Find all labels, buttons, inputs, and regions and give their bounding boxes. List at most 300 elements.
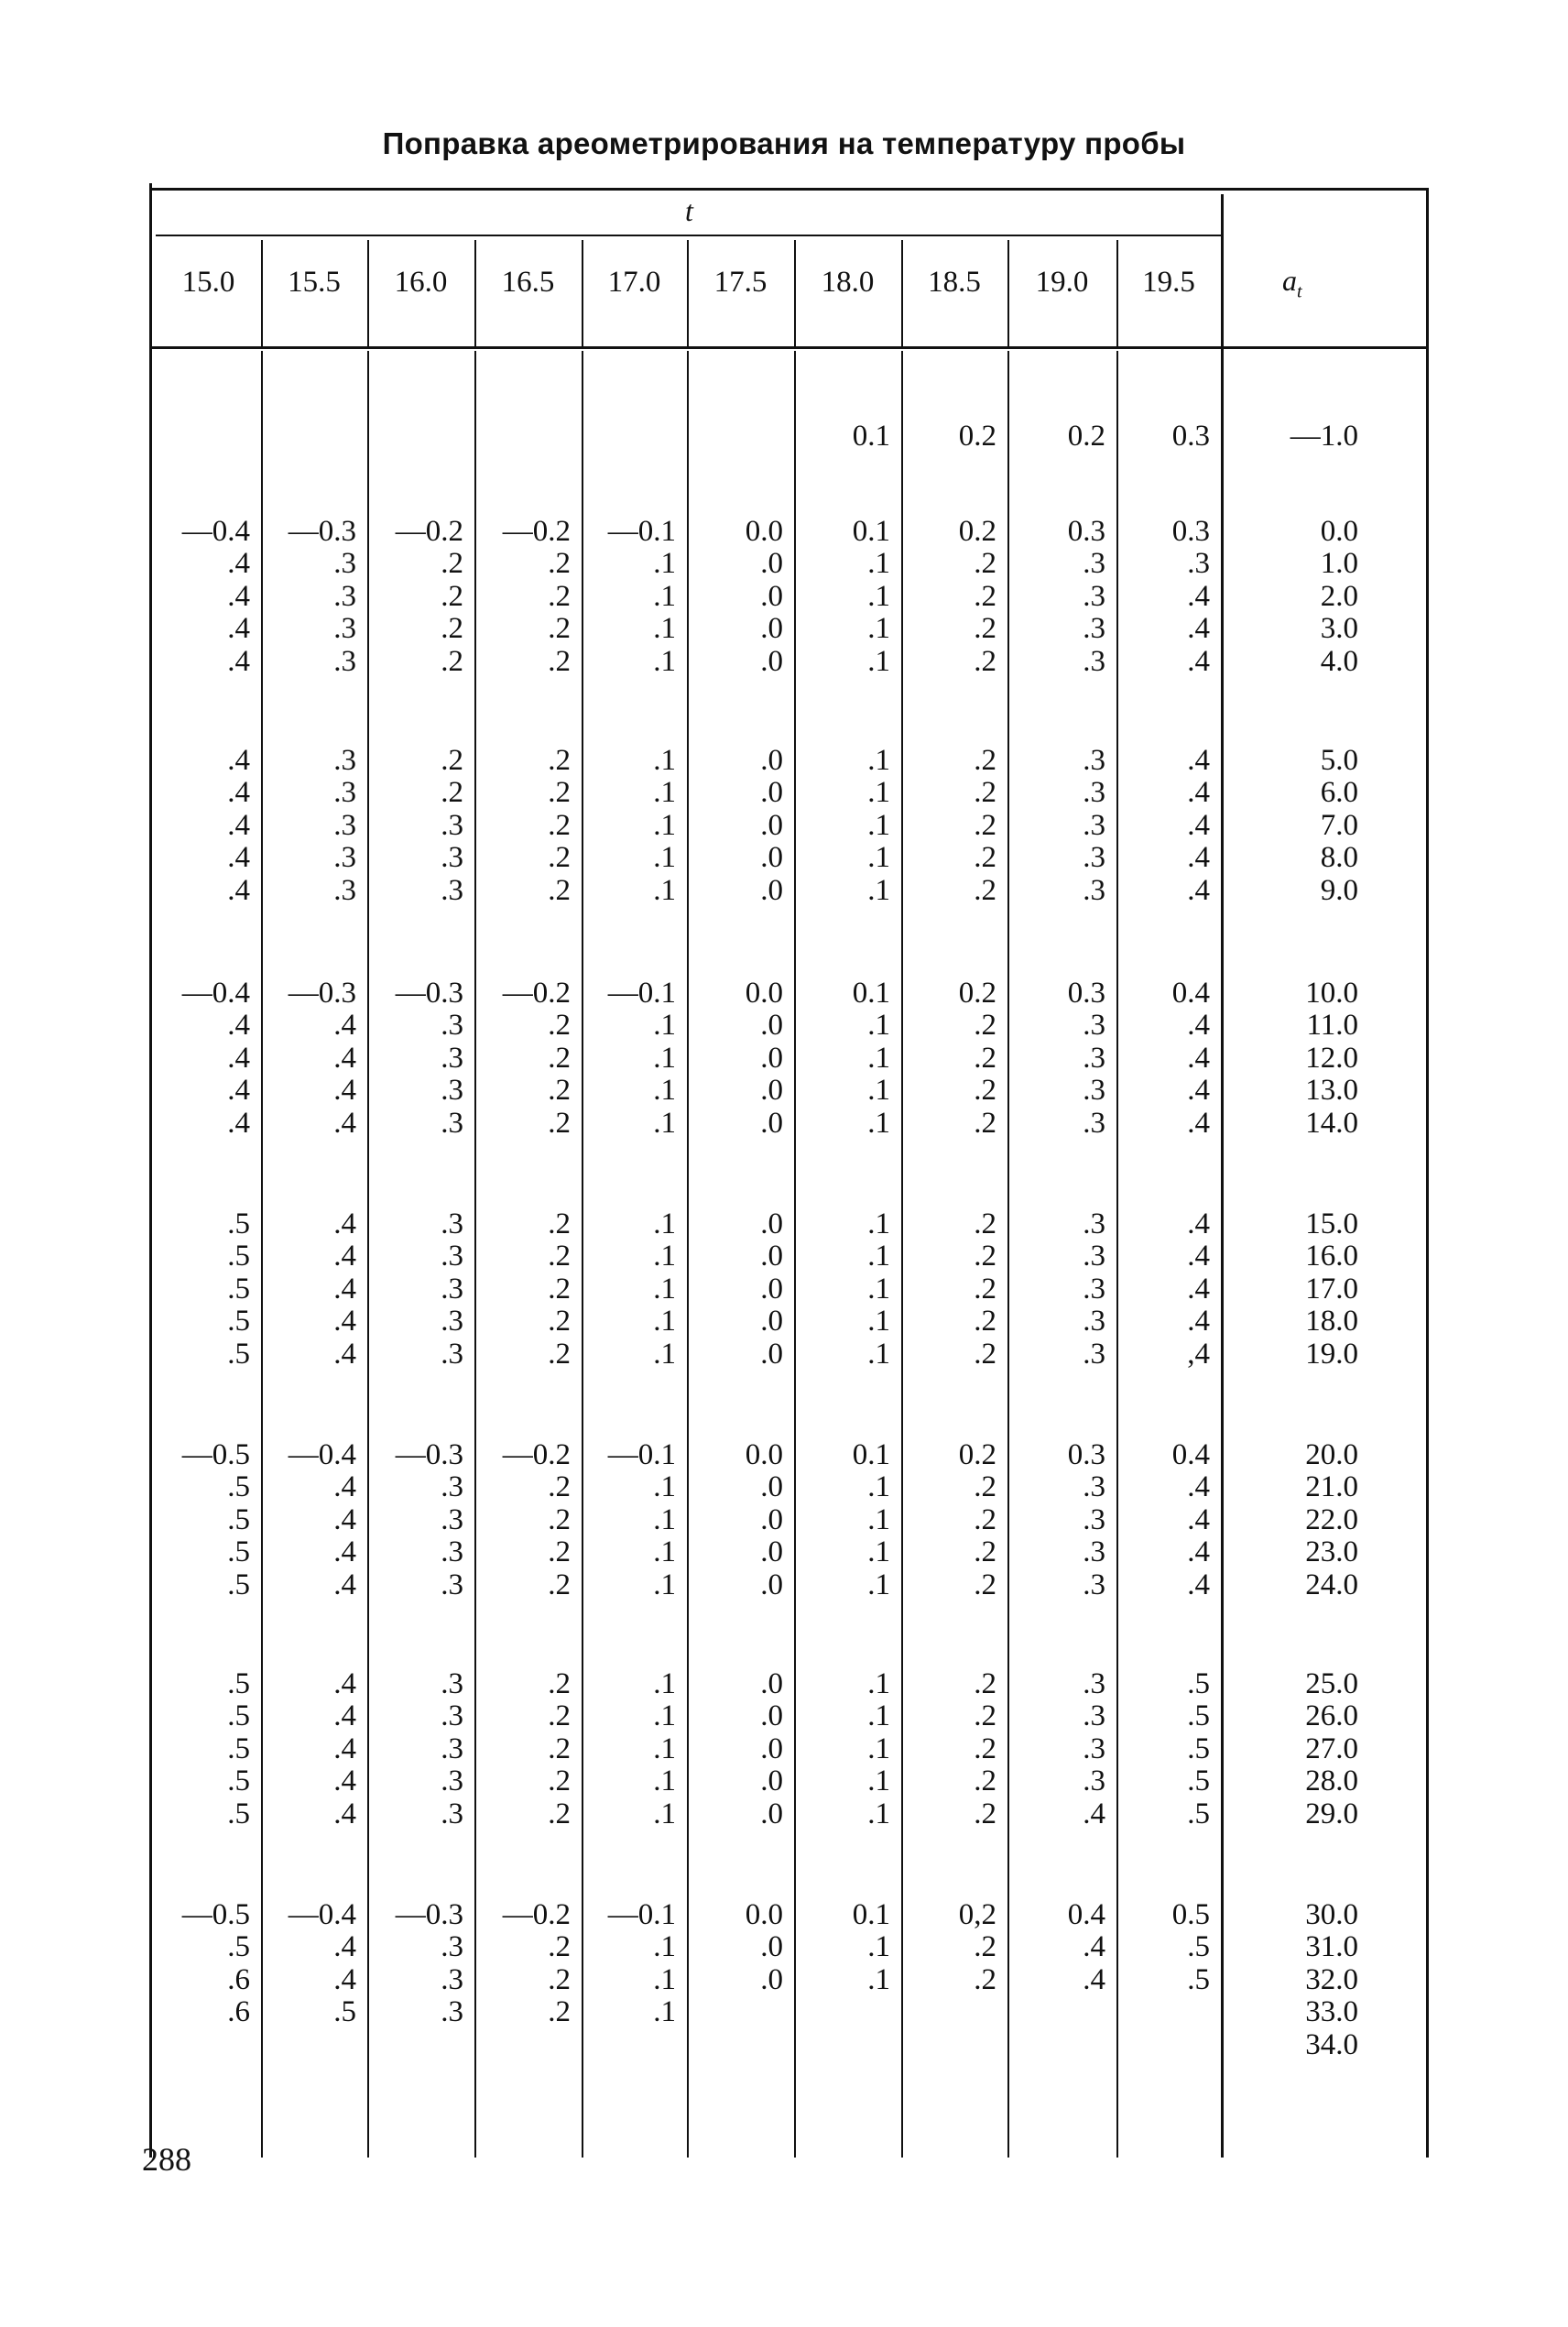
table-cell: .2 — [548, 1240, 571, 1273]
table-cell: .4 — [333, 1207, 356, 1240]
table-cell: 0.0 — [745, 515, 783, 548]
table-cell: .4 — [1187, 841, 1210, 875]
table-cell: .5 — [227, 1240, 250, 1273]
table-cell: .2 — [974, 1699, 996, 1733]
table-cell: .1 — [867, 1930, 890, 1964]
table-cell: 0.2 — [958, 515, 996, 548]
table-cell: .4 — [333, 1930, 356, 1964]
table-cell: .5 — [1187, 1732, 1210, 1765]
table-cell: .4 — [1083, 1962, 1105, 1996]
table-cell: 0.3 — [1171, 420, 1210, 453]
at-value: 12.0 — [1305, 1041, 1358, 1075]
table-cell: .4 — [333, 1470, 356, 1504]
table-cell: .3 — [1083, 1667, 1105, 1700]
table-cell: —0.2 — [395, 515, 463, 548]
table-cell: —0.5 — [181, 1898, 250, 1931]
table-cell: .2 — [548, 1930, 571, 1964]
table-cell: .0 — [760, 1337, 783, 1371]
table-cell: .3 — [333, 547, 356, 581]
table-cell: .3 — [441, 1568, 463, 1601]
table-cell: .3 — [441, 808, 463, 842]
table-cell: .1 — [867, 1337, 890, 1371]
table-cell: .1 — [653, 579, 676, 613]
table-cell: .4 — [333, 1337, 356, 1371]
table-cell: .1 — [867, 1272, 890, 1306]
at-value: 23.0 — [1305, 1535, 1358, 1569]
table-cell: .3 — [441, 1797, 463, 1830]
table-cell: .5 — [227, 1732, 250, 1765]
table-cell: .2 — [974, 873, 996, 907]
table-cell: .1 — [653, 644, 676, 678]
table-cell: .1 — [867, 1305, 890, 1338]
table-cell: .2 — [548, 1272, 571, 1306]
table-cell: .3 — [1083, 1041, 1105, 1075]
table-cell: 0.2 — [958, 420, 996, 453]
table-cell: .4 — [333, 1074, 356, 1108]
table-cell: 0.0 — [745, 1438, 783, 1471]
table-cell: .3 — [333, 612, 356, 646]
table-cell: .3 — [441, 1074, 463, 1108]
table-cell: .3 — [1083, 1732, 1105, 1765]
table-cell: .3 — [441, 1272, 463, 1306]
table-cell: .3 — [333, 808, 356, 842]
at-value: 14.0 — [1305, 1106, 1358, 1140]
table-cell: .2 — [548, 776, 571, 810]
table-cell: 0.2 — [1067, 420, 1105, 453]
table-cell: —0.1 — [607, 515, 676, 548]
table-cell: .4 — [333, 1962, 356, 1996]
table-cell: .1 — [653, 1207, 676, 1240]
table-cell: .0 — [760, 1106, 783, 1140]
table-cell: .1 — [653, 612, 676, 646]
table-cell: .0 — [760, 1074, 783, 1108]
table-cell: .2 — [974, 1930, 996, 1964]
table-cell: .3 — [441, 1106, 463, 1140]
table-cell: .3 — [441, 1240, 463, 1273]
table-cell: .2 — [974, 1009, 996, 1043]
at-value: 19.0 — [1305, 1337, 1358, 1371]
table-cell: 0.3 — [1067, 977, 1105, 1010]
table-cell: .3 — [1083, 808, 1105, 842]
table-cell: .2 — [548, 1732, 571, 1765]
table-cell: —0.1 — [607, 1438, 676, 1471]
column-header: 18.5 — [928, 266, 981, 299]
table-cell: .3 — [1083, 579, 1105, 613]
table-cell: .2 — [548, 1667, 571, 1700]
table-cell: .3 — [441, 1009, 463, 1043]
table-cell: .4 — [227, 776, 250, 810]
table-cell: .1 — [653, 1732, 676, 1765]
at-header-symbol: a — [1282, 264, 1297, 297]
t-header: t — [685, 194, 693, 227]
table-cell: .2 — [441, 579, 463, 613]
table-cell: .2 — [974, 776, 996, 810]
table-cell: .1 — [653, 1930, 676, 1964]
table-cell: .1 — [867, 579, 890, 613]
table-cell: .2 — [548, 579, 571, 613]
table-cell: .3 — [333, 873, 356, 907]
column-header: 19.5 — [1142, 266, 1195, 299]
table-cell: .4 — [333, 1106, 356, 1140]
table-cell: .1 — [653, 873, 676, 907]
table-cell: .2 — [974, 1764, 996, 1798]
table-cell: .3 — [1083, 1305, 1105, 1338]
table-cell: .2 — [548, 808, 571, 842]
table-cell: .6 — [227, 1962, 250, 1996]
table-cell: .0 — [760, 1930, 783, 1964]
table-cell: .0 — [760, 1502, 783, 1536]
table-cell: .1 — [867, 612, 890, 646]
at-separator — [1221, 194, 1224, 2158]
table-cell: .2 — [974, 644, 996, 678]
table-cell: .2 — [974, 1207, 996, 1240]
table-cell: .1 — [867, 744, 890, 777]
table-cell: .3 — [1083, 1240, 1105, 1273]
at-value: 22.0 — [1305, 1502, 1358, 1536]
table-cell: .0 — [760, 1207, 783, 1240]
table-cell: .2 — [974, 1962, 996, 1996]
table-cell: .3 — [441, 1535, 463, 1569]
at-value: 34.0 — [1305, 2027, 1358, 2061]
table-cell: .2 — [974, 808, 996, 842]
table-cell: .4 — [1187, 644, 1210, 678]
at-value: —1.0 — [1290, 420, 1358, 453]
table-cell: .3 — [1083, 1272, 1105, 1306]
table-cell: .4 — [333, 1240, 356, 1273]
top-rule — [151, 188, 1429, 191]
table-cell: .2 — [974, 1797, 996, 1830]
table-cell: .4 — [1187, 1470, 1210, 1504]
table-cell: .2 — [548, 1009, 571, 1043]
table-cell: .2 — [974, 547, 996, 581]
at-value: 21.0 — [1305, 1470, 1358, 1504]
at-value: 11.0 — [1306, 1009, 1358, 1043]
table-cell: .3 — [1083, 1535, 1105, 1569]
table-cell: .2 — [974, 1535, 996, 1569]
table-cell: .2 — [974, 1667, 996, 1700]
table-cell: .0 — [760, 776, 783, 810]
table-cell: .2 — [548, 744, 571, 777]
table-cell: .1 — [867, 644, 890, 678]
table-cell: .1 — [653, 744, 676, 777]
table-cell: .3 — [441, 1207, 463, 1240]
table-cell: .4 — [1187, 1106, 1210, 1140]
table-cell: .2 — [974, 1337, 996, 1371]
table-cell: .1 — [653, 1272, 676, 1306]
table-cell: .0 — [760, 841, 783, 875]
left-border — [149, 183, 152, 2158]
table-cell: .1 — [653, 1502, 676, 1536]
table-cell: —0.3 — [288, 515, 356, 548]
table-cell: .4 — [1187, 1207, 1210, 1240]
table-cell: .0 — [760, 1041, 783, 1075]
at-value: 18.0 — [1305, 1305, 1358, 1338]
table-cell: .1 — [867, 1009, 890, 1043]
table-cell: .4 — [1187, 1305, 1210, 1338]
table-cell: 0.5 — [1171, 1898, 1210, 1931]
table-cell: .5 — [227, 1930, 250, 1964]
column-header: 19.0 — [1035, 266, 1089, 299]
table-cell: .1 — [653, 1041, 676, 1075]
column-header: 15.0 — [181, 266, 235, 299]
table-cell: —0.2 — [502, 1898, 571, 1931]
table-cell: .3 — [441, 1732, 463, 1765]
table-cell: .1 — [867, 1568, 890, 1601]
at-value: 16.0 — [1305, 1240, 1358, 1273]
table-cell: .2 — [974, 1502, 996, 1536]
at-value: 25.0 — [1305, 1667, 1358, 1700]
table-cell: .2 — [548, 1106, 571, 1140]
table-cell: .2 — [974, 1568, 996, 1601]
table-cell: .1 — [867, 1732, 890, 1765]
table-cell: .3 — [441, 1962, 463, 1996]
table-cell: .2 — [441, 547, 463, 581]
table-cell: .3 — [1083, 1764, 1105, 1798]
table-cell: .2 — [548, 1764, 571, 1798]
table-cell: .2 — [548, 841, 571, 875]
table-cell: .1 — [653, 1106, 676, 1140]
at-value: 24.0 — [1305, 1568, 1358, 1601]
table-cell: .5 — [227, 1667, 250, 1700]
at-value: 4.0 — [1320, 644, 1358, 678]
table-cell: 0.1 — [852, 515, 890, 548]
table-cell: .1 — [653, 1470, 676, 1504]
table-cell: —0.2 — [502, 1438, 571, 1471]
table-cell: .3 — [441, 1041, 463, 1075]
table-cell: .2 — [548, 1995, 571, 2029]
table-cell: .5 — [227, 1568, 250, 1601]
table-cell: .3 — [441, 841, 463, 875]
table-cell: .1 — [867, 1106, 890, 1140]
table-cell: .2 — [974, 1732, 996, 1765]
table-cell: .0 — [760, 644, 783, 678]
table-cell: .4 — [1187, 612, 1210, 646]
table-cell: 0.3 — [1067, 1438, 1105, 1471]
table-cell: .2 — [548, 1074, 571, 1108]
table-cell: —0.4 — [181, 977, 250, 1010]
table-cell: .1 — [653, 1009, 676, 1043]
table-cell: 0.1 — [852, 977, 890, 1010]
table-cell: .3 — [1083, 1470, 1105, 1504]
at-value: 9.0 — [1320, 873, 1358, 907]
table-cell: .4 — [1187, 1074, 1210, 1108]
table-cell: .5 — [1187, 1797, 1210, 1830]
table-cell: 0.2 — [958, 1438, 996, 1471]
table-cell: .4 — [227, 1074, 250, 1108]
table-cell: .4 — [227, 547, 250, 581]
table-cell: .1 — [653, 1995, 676, 2029]
table-cell: 0.0 — [745, 977, 783, 1010]
table-cell: 0.0 — [745, 1898, 783, 1931]
table-cell: .0 — [760, 1667, 783, 1700]
table-cell: .4 — [333, 1764, 356, 1798]
table-cell: .4 — [1083, 1930, 1105, 1964]
table-cell: .1 — [653, 776, 676, 810]
at-value: 13.0 — [1305, 1074, 1358, 1108]
at-value: 1.0 — [1320, 547, 1358, 581]
table-cell: .5 — [227, 1207, 250, 1240]
table-cell: .1 — [653, 1962, 676, 1996]
table-cell: —0.4 — [288, 1898, 356, 1931]
at-header — [1282, 264, 1302, 302]
table-cell: .1 — [867, 1502, 890, 1536]
table-cell: .1 — [867, 841, 890, 875]
table-cell: .1 — [653, 808, 676, 842]
table-cell: .1 — [653, 1535, 676, 1569]
table-cell: .1 — [867, 1074, 890, 1108]
table-cell: .3 — [1187, 547, 1210, 581]
table-cell: .4 — [227, 841, 250, 875]
at-value: 30.0 — [1305, 1898, 1358, 1931]
at-value: 32.0 — [1305, 1962, 1358, 1996]
at-value: 31.0 — [1305, 1930, 1358, 1964]
table-cell: .4 — [227, 808, 250, 842]
table-cell: .4 — [1187, 776, 1210, 810]
table-cell: .0 — [760, 1962, 783, 1996]
table-cell: .2 — [548, 1041, 571, 1075]
table-cell: .4 — [1187, 1009, 1210, 1043]
table-cell: .1 — [653, 1797, 676, 1830]
table-cell: .5 — [227, 1699, 250, 1733]
at-value: 20.0 — [1305, 1438, 1358, 1471]
at-value: 7.0 — [1320, 808, 1358, 842]
table-cell: —0.1 — [607, 1898, 676, 1931]
table-cell: .2 — [548, 1568, 571, 1601]
table-cell: .1 — [867, 1797, 890, 1830]
at-value: 29.0 — [1305, 1797, 1358, 1830]
table-cell: .4 — [333, 1041, 356, 1075]
table-cell: .0 — [760, 1272, 783, 1306]
column-header: 15.5 — [288, 266, 341, 299]
table-cell: .2 — [548, 547, 571, 581]
table-cell: .3 — [441, 1995, 463, 2029]
table-cell: .4 — [227, 873, 250, 907]
table-cell: .3 — [1083, 841, 1105, 875]
table-cell: .5 — [333, 1995, 356, 2029]
table-cell: .6 — [227, 1995, 250, 2029]
table-cell: 0.3 — [1171, 515, 1210, 548]
at-value: 3.0 — [1320, 612, 1358, 646]
table-cell: .1 — [653, 1667, 676, 1700]
table-cell: .4 — [333, 1009, 356, 1043]
table-cell: .0 — [760, 1305, 783, 1338]
table-cell: .4 — [227, 612, 250, 646]
table-cell: —0.4 — [181, 515, 250, 548]
table-cell: .3 — [441, 1764, 463, 1798]
table-cell: .3 — [333, 579, 356, 613]
table-cell: .2 — [548, 1797, 571, 1830]
table-cell: .1 — [653, 1337, 676, 1371]
table-cell: .2 — [548, 1535, 571, 1569]
table-cell: .5 — [1187, 1962, 1210, 1996]
table-cell: .3 — [1083, 1106, 1105, 1140]
table-cell: .5 — [227, 1272, 250, 1306]
at-value: 0.0 — [1320, 515, 1358, 548]
table-cell: .3 — [1083, 744, 1105, 777]
table-cell: .1 — [653, 547, 676, 581]
table-cell: .1 — [867, 1470, 890, 1504]
table-cell: .3 — [333, 841, 356, 875]
table-cell: .4 — [1083, 1797, 1105, 1830]
table-cell: .4 — [1187, 1240, 1210, 1273]
at-value: 15.0 — [1305, 1207, 1358, 1240]
table-cell: .0 — [760, 1699, 783, 1733]
table-cell: .2 — [548, 1207, 571, 1240]
table-cell: .0 — [760, 579, 783, 613]
table-cell: .5 — [227, 1764, 250, 1798]
table-cell: —0.3 — [395, 1438, 463, 1471]
table-cell: .4 — [1187, 873, 1210, 907]
table-cell: .2 — [974, 612, 996, 646]
at-header-subscript: t — [1297, 281, 1302, 302]
at-value: 8.0 — [1320, 841, 1358, 875]
table-cell: .1 — [867, 873, 890, 907]
table-cell: .2 — [974, 1305, 996, 1338]
table-cell: ,4 — [1187, 1337, 1210, 1371]
table-cell: .1 — [867, 1041, 890, 1075]
table-cell: .0 — [760, 1732, 783, 1765]
table-cell: .5 — [227, 1470, 250, 1504]
table-cell: .2 — [974, 1041, 996, 1075]
table-cell: .5 — [227, 1337, 250, 1371]
column-header: 17.5 — [713, 266, 768, 299]
table-cell: .2 — [441, 744, 463, 777]
table-title: Поправка ареометрирования на температуру пробы — [382, 126, 1186, 160]
table-cell: .1 — [653, 1074, 676, 1108]
table-cell: .4 — [333, 1667, 356, 1700]
table-cell: .4 — [227, 579, 250, 613]
table-cell: .1 — [867, 808, 890, 842]
page-number: 288 — [142, 2141, 191, 2178]
table-cell: .4 — [227, 744, 250, 777]
table-cell: .1 — [653, 1699, 676, 1733]
table-cell: .5 — [1187, 1667, 1210, 1700]
table-cell: .3 — [1083, 612, 1105, 646]
table-cell: .0 — [760, 1568, 783, 1601]
table-cell: .4 — [333, 1272, 356, 1306]
table-cell: 0.1 — [852, 1438, 890, 1471]
table-cell: .2 — [974, 1272, 996, 1306]
column-header: 17.0 — [607, 266, 661, 299]
table-cell: .2 — [974, 1240, 996, 1273]
table-cell: .1 — [653, 1305, 676, 1338]
table-cell: .0 — [760, 808, 783, 842]
table-cell: .3 — [1083, 1568, 1105, 1601]
table-cell: .4 — [227, 1041, 250, 1075]
at-value: 6.0 — [1320, 776, 1358, 810]
table-cell: .4 — [1187, 1272, 1210, 1306]
right-border — [1426, 188, 1429, 2158]
at-value: 2.0 — [1320, 579, 1358, 613]
table-cell: .3 — [441, 1337, 463, 1371]
table-cell: .1 — [653, 841, 676, 875]
table-cell: .4 — [333, 1699, 356, 1733]
table-cell: 0.4 — [1171, 1438, 1210, 1471]
table-cell: .0 — [760, 1764, 783, 1798]
at-value: 28.0 — [1305, 1764, 1358, 1798]
table-cell: .1 — [867, 1962, 890, 1996]
at-value: 27.0 — [1305, 1732, 1358, 1765]
table-cell: .0 — [760, 744, 783, 777]
table-cell: .1 — [653, 1568, 676, 1601]
table-cell: .4 — [1187, 1535, 1210, 1569]
table-cell: .3 — [333, 644, 356, 678]
table-cell: .3 — [1083, 873, 1105, 907]
table-cell: —0.3 — [288, 977, 356, 1010]
table-cell: .0 — [760, 1009, 783, 1043]
t-subheader-rule — [156, 235, 1221, 236]
table-cell: .1 — [867, 1667, 890, 1700]
